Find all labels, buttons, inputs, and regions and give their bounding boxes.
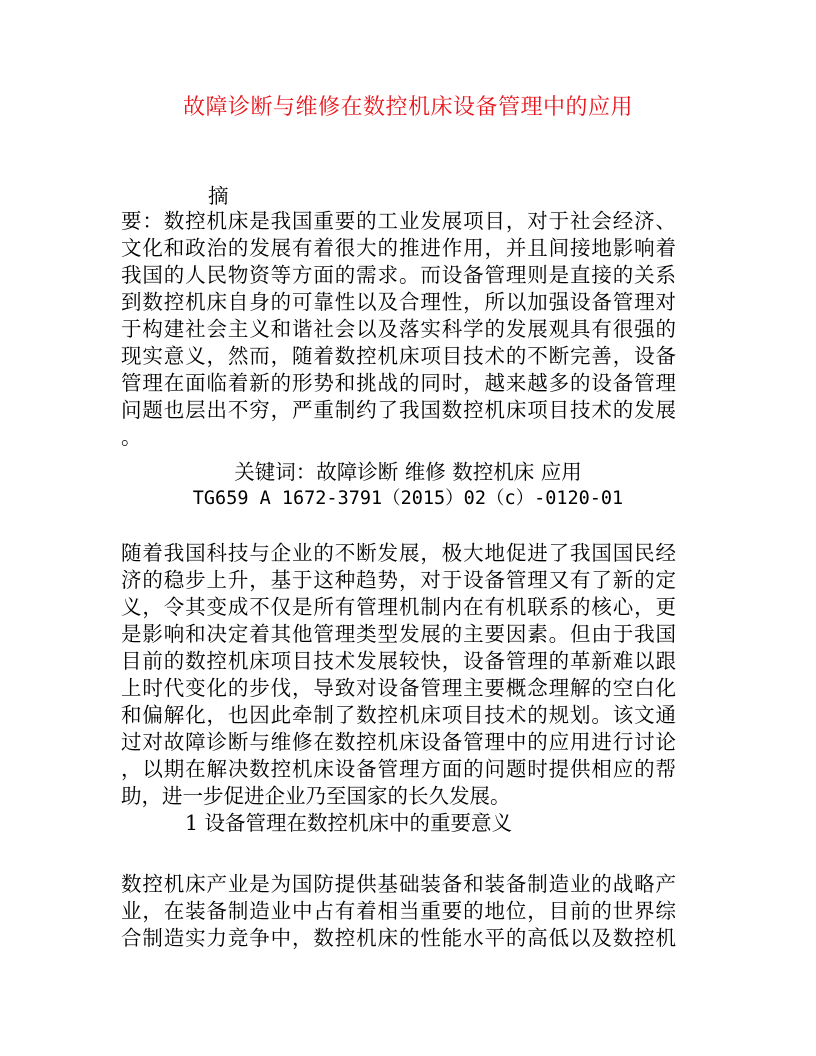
document-title: 故障诊断与维修在数控机床设备管理中的应用 bbox=[182, 95, 633, 120]
section-line: 业，在装备制造业中占有着相当重要的地位，目前的世界综 bbox=[121, 899, 676, 923]
intro-line: 过对故障诊断与维修在数控机床设备管理中的应用进行讨论 bbox=[121, 730, 676, 754]
classification-codes: TG659 A 1672-3791（2015）02（c）-0120-01 bbox=[192, 488, 624, 509]
intro-line: 义，令其变成不仅是所有管理机制内在有机联系的核心，更 bbox=[121, 595, 676, 619]
abstract-line: 我国的人民物资等方面的需求。而设备管理则是直接的关系 bbox=[121, 263, 676, 287]
abstract-line: 要：数控机床是我国重要的工业发展项目，对于社会经济、 bbox=[121, 209, 676, 233]
intro-line: 上时代变化的步伐，导致对设备管理主要概念理解的空白化 bbox=[121, 676, 676, 700]
abstract-line: 现实意义，然而，随着数控机床项目技术的不断完善，设备 bbox=[121, 344, 676, 368]
intro-line: 目前的数控机床项目技术发展较快，设备管理的革新难以跟 bbox=[121, 649, 676, 673]
abstract-line: 管理在面临着新的形势和挑战的同时，越来越多的设备管理 bbox=[121, 371, 676, 395]
section-line: 数控机床产业是为国防提供基础装备和装备制造业的战略产 bbox=[121, 872, 676, 896]
intro-line: 是影响和决定着其他管理类型发展的主要因素。但由于我国 bbox=[121, 622, 676, 646]
abstract-line: 于构建社会主义和谐社会以及落实科学的发展观具有很强的 bbox=[121, 317, 676, 341]
abstract-line: 问题也层出不穷，严重制约了我国数控机床项目技术的发展 bbox=[121, 398, 676, 422]
intro-line: 随着我国科技与企业的不断发展，极大地促进了我国国民经 bbox=[121, 541, 676, 565]
abstract-line: 到数控机床自身的可靠性以及合理性，所以加强设备管理对 bbox=[121, 290, 676, 314]
abstract-heading: 摘 bbox=[208, 184, 229, 208]
intro-line: 助，进一步促进企业乃至国家的长久发展。 bbox=[121, 784, 511, 808]
section-line: 合制造实力竞争中，数控机床的性能水平的高低以及数控机 bbox=[121, 926, 676, 950]
abstract-line: 文化和政治的发展有着很大的推进作用，并且间接地影响着 bbox=[121, 236, 676, 260]
abstract-line: 。 bbox=[121, 425, 142, 449]
intro-line: 和偏解化，也因此牵制了数控机床项目技术的规划。该文通 bbox=[121, 703, 676, 727]
intro-line: ，以期在解决数控机床设备管理方面的问题时提供相应的帮 bbox=[121, 757, 676, 781]
intro-line: 济的稳步上升，基于这种趋势，对于设备管理又有了新的定 bbox=[121, 568, 676, 592]
section-heading: 1 设备管理在数控机床中的重要意义 bbox=[185, 811, 513, 835]
keywords: 关键词：故障诊断 维修 数控机床 应用 bbox=[234, 460, 582, 484]
